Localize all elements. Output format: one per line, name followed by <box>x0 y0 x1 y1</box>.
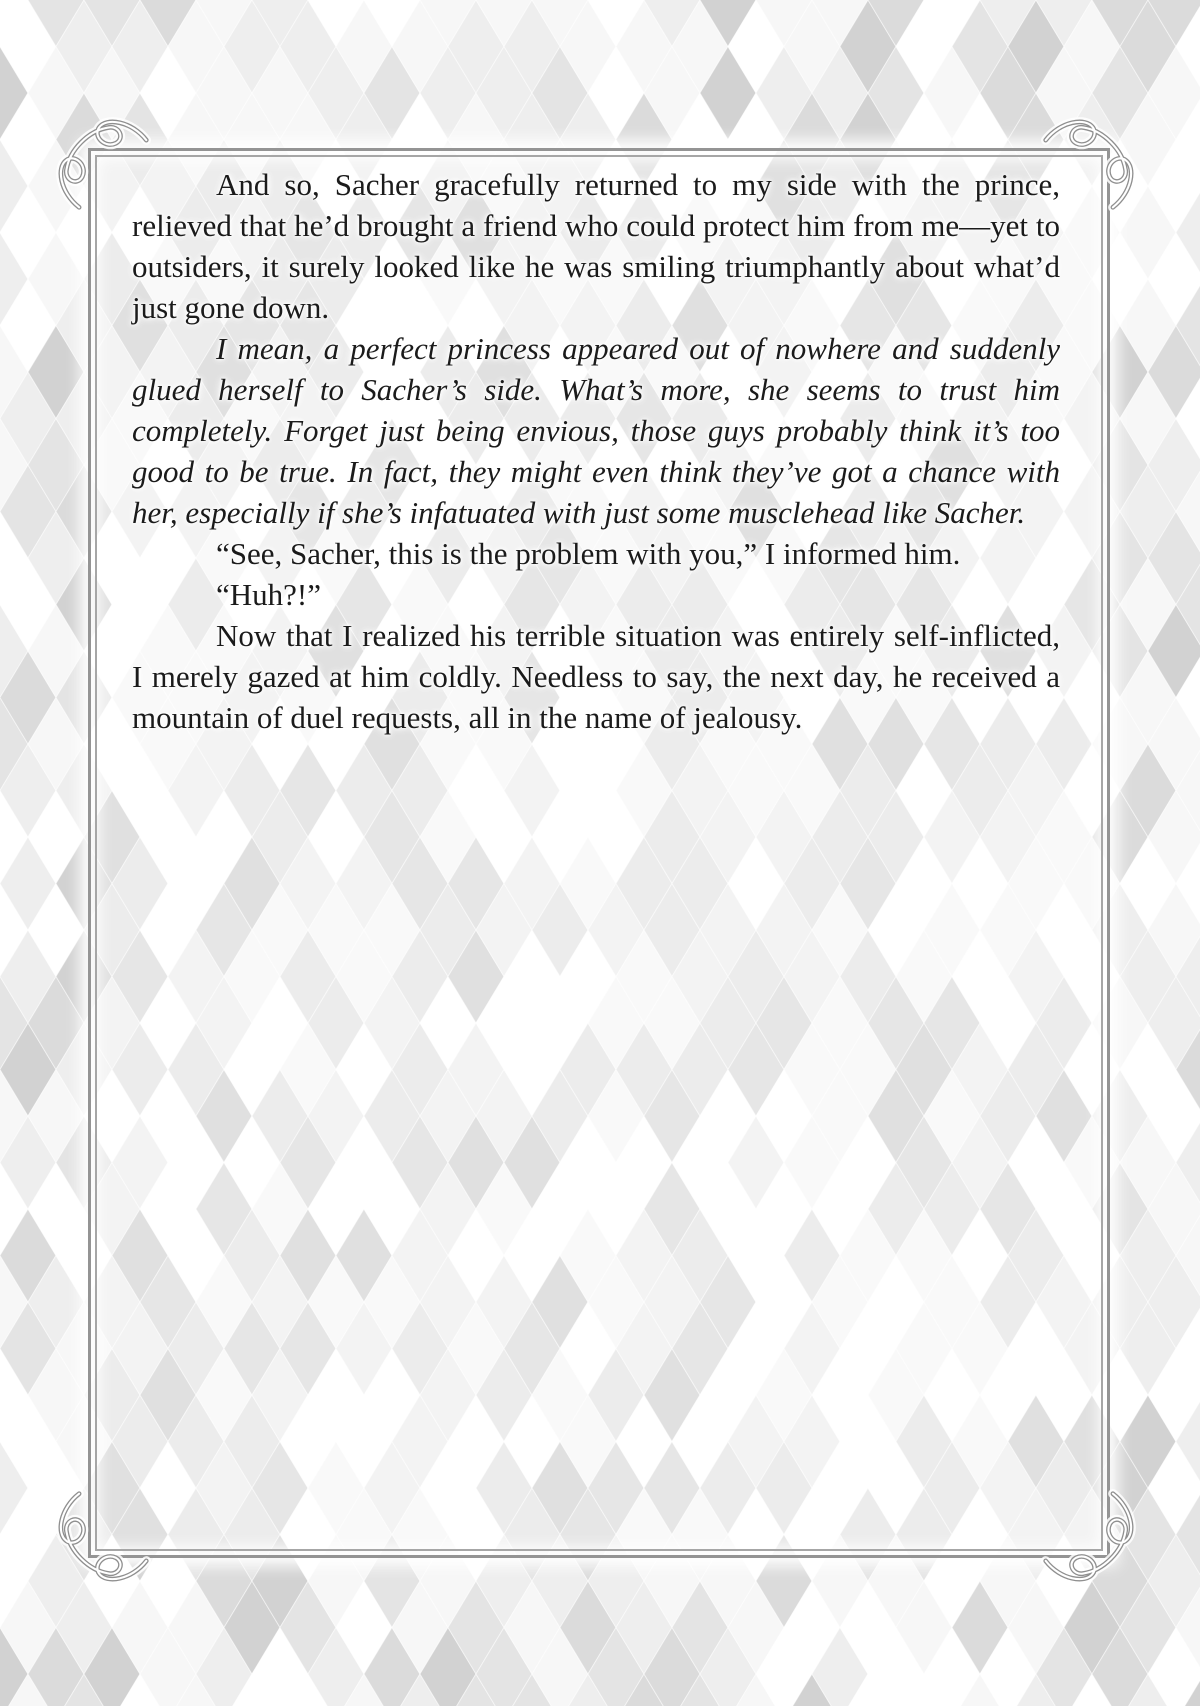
page-text <box>88 148 1104 738</box>
paragraph-narration-1: And so, Sacher gracefully returned to my side with the prince, relieved that he’d brought a friend who could protect him from me—yet to outsiders, it surely looked like he was smiling triumphantly about what’d just gone down. <box>132 167 1060 325</box>
paragraph-dialogue-2: “Huh?!” <box>216 577 321 612</box>
corner-flourish-bottom-left-icon <box>56 1479 161 1584</box>
corner-flourish-bottom-right-icon <box>1031 1479 1136 1584</box>
paragraph-dialogue-1: “See, Sacher, this is the problem with you,” I informed him. <box>216 536 961 571</box>
paragraph-narration-2: Now that I realized his terrible situation was entirely self-inflicted, I merely gazed at him coldly. Needless to say, the next day, he received a mountain of duel requests, all in the name of jealousy. <box>132 618 1060 735</box>
paragraph-inner-monologue: I mean, a perfect princess appeared out of nowhere and suddenly glued herself to Sacher’s side. What’s more, she seems to trust him completely. Forget just being envious, those guys probably think it’s too good to be true. In fact, they might even think they’ve got a chance with her, especially if she’s infatuated with just some musclehead like Sacher. <box>132 331 1060 530</box>
